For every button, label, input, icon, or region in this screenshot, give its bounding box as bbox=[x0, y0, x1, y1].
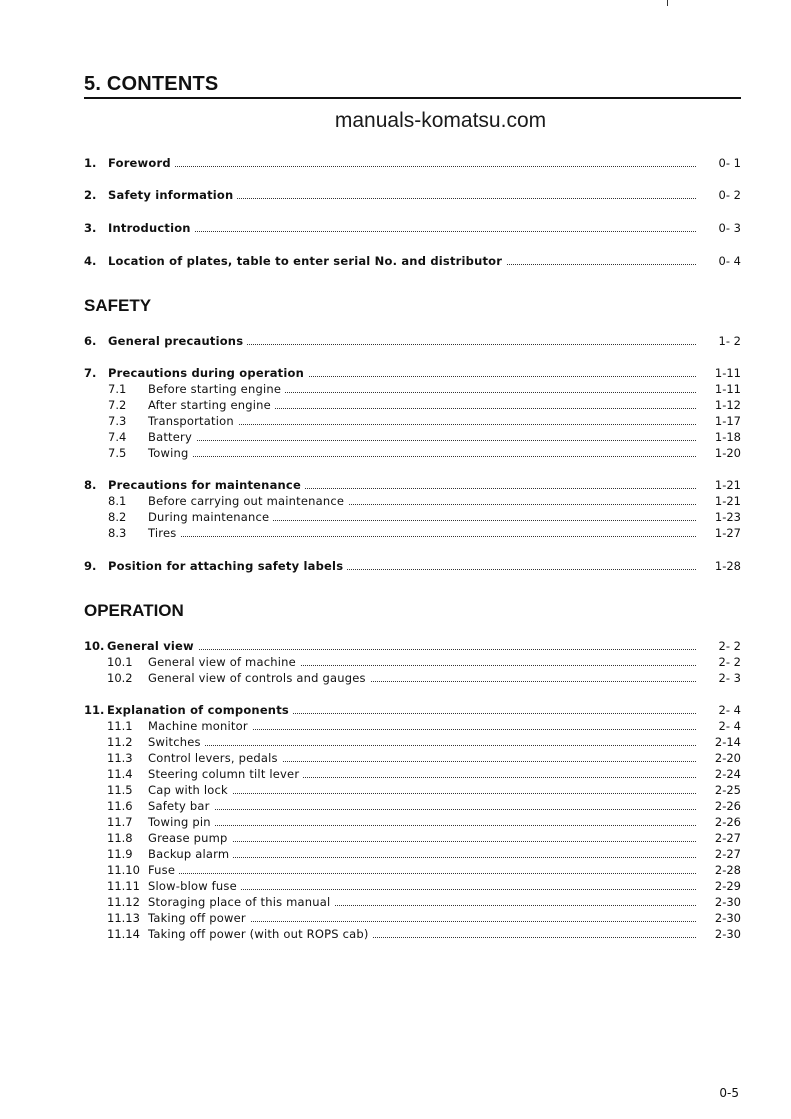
toc-entry-number: 7.3 bbox=[108, 414, 127, 428]
toc-entry-title: Battery bbox=[148, 429, 196, 445]
toc-subentry[interactable] bbox=[84, 429, 741, 445]
toc-entry-page: 2-27 bbox=[714, 847, 741, 861]
toc-subentry[interactable] bbox=[84, 750, 741, 766]
toc-entry[interactable] bbox=[84, 638, 741, 654]
dot-leader bbox=[168, 873, 696, 874]
toc-entry-number: 11.8 bbox=[107, 831, 133, 845]
toc-subentry[interactable] bbox=[84, 654, 741, 670]
toc-entry-title: General view of machine bbox=[148, 654, 300, 670]
toc-entry-title: Location of plates, table to enter serial No. and distributor bbox=[108, 253, 506, 269]
toc-subentry[interactable] bbox=[84, 397, 741, 413]
dot-leader bbox=[128, 166, 696, 167]
toc-subentry[interactable] bbox=[84, 445, 741, 461]
dot-leader bbox=[168, 440, 696, 441]
toc-entry-title: Explanation of components bbox=[107, 702, 293, 718]
toc-entry-number: 6. bbox=[84, 334, 97, 348]
toc-entry-number: 10.1 bbox=[107, 655, 133, 669]
toc-entry-title: Tires bbox=[148, 525, 180, 541]
toc-subentry[interactable] bbox=[84, 509, 741, 525]
toc-entry-page: 0- 3 bbox=[718, 221, 741, 235]
toc-entry-page: 2- 4 bbox=[718, 719, 741, 733]
title-underline bbox=[84, 97, 741, 99]
toc-entry[interactable] bbox=[84, 477, 741, 493]
toc-entry-number: 11.13 bbox=[107, 911, 140, 925]
dot-leader bbox=[168, 424, 696, 425]
toc-entry-page: 2-14 bbox=[714, 735, 741, 749]
toc-entry-number: 8. bbox=[84, 478, 97, 492]
toc-entry-page: 0- 2 bbox=[718, 188, 741, 202]
toc-subentry[interactable] bbox=[84, 670, 741, 686]
toc-subentry[interactable] bbox=[84, 782, 741, 798]
toc-entry-page: 0- 1 bbox=[718, 156, 741, 170]
toc-entry-title: Foreword bbox=[108, 155, 175, 171]
toc-entry-page: 1-27 bbox=[714, 526, 741, 540]
toc-entry-title: After starting engine bbox=[148, 397, 275, 413]
toc-entry-title: General view bbox=[107, 638, 198, 654]
toc-entry-title: Cap with lock bbox=[148, 782, 232, 798]
toc-subentry[interactable] bbox=[84, 926, 741, 942]
dot-leader bbox=[168, 857, 696, 858]
toc-entry-page: 2-20 bbox=[714, 751, 741, 765]
toc-subentry[interactable] bbox=[84, 846, 741, 862]
toc-entry-title: Before starting engine bbox=[148, 381, 285, 397]
toc-entry-title: Safety bar bbox=[148, 798, 214, 814]
dot-leader bbox=[168, 536, 696, 537]
toc-entry-number: 7. bbox=[84, 366, 97, 380]
toc-entry-page: 1-12 bbox=[714, 398, 741, 412]
edge-tick-mark bbox=[667, 0, 668, 6]
toc-entry-title: Switches bbox=[148, 734, 205, 750]
dot-leader bbox=[168, 825, 696, 826]
toc-entry-number: 11.4 bbox=[107, 767, 133, 781]
dot-leader bbox=[127, 649, 696, 650]
toc-entry-number: 11.2 bbox=[107, 735, 133, 749]
toc-subentry[interactable] bbox=[84, 862, 741, 878]
toc-entry-number: 11.12 bbox=[107, 895, 140, 909]
toc-entry-title: Safety information bbox=[108, 187, 237, 203]
toc-entry-page: 1-21 bbox=[714, 478, 741, 492]
toc-entry-number: 10.2 bbox=[107, 671, 133, 685]
toc-entry-number: 7.5 bbox=[108, 446, 127, 460]
page-number: 0-5 bbox=[719, 1086, 739, 1100]
toc-entry-title: Control levers, pedals bbox=[148, 750, 282, 766]
toc-entry-page: 2-29 bbox=[714, 879, 741, 893]
toc-entry-title: During maintenance bbox=[148, 509, 273, 525]
toc-entry-title: Precautions during operation bbox=[108, 365, 308, 381]
section-heading-operation: OPERATION bbox=[84, 601, 184, 620]
toc-entry-number: 1. bbox=[84, 156, 97, 170]
toc-entry-number: 7.4 bbox=[108, 430, 127, 444]
toc-entry-page: 1-20 bbox=[714, 446, 741, 460]
toc-entry-number: 11.1 bbox=[107, 719, 133, 733]
section-heading-safety: SAFETY bbox=[84, 296, 152, 315]
toc-subentry[interactable] bbox=[84, 894, 741, 910]
toc-entry-page: 2-26 bbox=[714, 815, 741, 829]
toc-entry-title: Slow-blow fuse bbox=[148, 878, 241, 894]
toc-entry[interactable] bbox=[84, 558, 741, 574]
toc-subentry[interactable] bbox=[84, 734, 741, 750]
toc-entry-title: Transportation bbox=[148, 413, 238, 429]
toc-subentry[interactable] bbox=[84, 814, 741, 830]
toc-entry-number: 4. bbox=[84, 254, 97, 268]
toc-entry-number: 11.6 bbox=[107, 799, 133, 813]
toc-entry-title: Taking off power (with out ROPS cab) bbox=[148, 926, 373, 942]
toc-entry-page: 1-11 bbox=[714, 382, 741, 396]
toc-entry-title: General view of controls and gauges bbox=[148, 670, 370, 686]
toc-entry[interactable] bbox=[84, 220, 741, 236]
toc-entry-page: 0- 4 bbox=[718, 254, 741, 268]
toc-entry-page: 1- 2 bbox=[718, 334, 741, 348]
page-title: 5. CONTENTS bbox=[84, 73, 219, 95]
toc-entry-title: Storaging place of this manual bbox=[148, 894, 334, 910]
toc-entry-page: 2- 2 bbox=[718, 639, 741, 653]
toc-entry-number: 11.11 bbox=[107, 879, 140, 893]
toc-entry-number: 3. bbox=[84, 221, 97, 235]
website-watermark: manuals-komatsu.com bbox=[334, 109, 547, 132]
dot-leader bbox=[168, 809, 696, 810]
dot-leader bbox=[128, 231, 696, 232]
toc-entry-page: 1-18 bbox=[714, 430, 741, 444]
toc-subentry[interactable] bbox=[84, 878, 741, 894]
toc-entry-title: Backup alarm bbox=[148, 846, 233, 862]
toc-entry-number: 8.3 bbox=[108, 526, 127, 540]
toc-entry-number: 2. bbox=[84, 188, 97, 202]
toc-subentry[interactable] bbox=[84, 525, 741, 541]
toc-entry-page: 2-30 bbox=[714, 927, 741, 941]
toc-entry-number: 11. bbox=[84, 703, 105, 717]
toc-entry[interactable] bbox=[84, 702, 741, 718]
toc-entry-title: Position for attaching safety labels bbox=[108, 558, 347, 574]
toc-entry-number: 11.5 bbox=[107, 783, 133, 797]
toc-entry-title: Machine monitor bbox=[148, 718, 252, 734]
toc-entry-page: 2- 4 bbox=[718, 703, 741, 717]
toc-entry-number: 7.1 bbox=[108, 382, 127, 396]
toc-entry-page: 1-23 bbox=[714, 510, 741, 524]
toc-entry-title: Before carrying out maintenance bbox=[148, 493, 348, 509]
toc-entry-title: Towing pin bbox=[148, 814, 215, 830]
toc-subentry[interactable] bbox=[84, 798, 741, 814]
toc-entry[interactable] bbox=[84, 187, 741, 203]
toc-subentry[interactable] bbox=[84, 830, 741, 846]
toc-entry-title: Grease pump bbox=[148, 830, 232, 846]
dot-leader bbox=[168, 793, 696, 794]
toc-entry-page: 2-24 bbox=[714, 767, 741, 781]
toc-entry[interactable] bbox=[84, 155, 741, 171]
toc-entry-page: 2-28 bbox=[714, 863, 741, 877]
toc-entry-page: 2- 3 bbox=[718, 671, 741, 685]
toc-subentry[interactable] bbox=[84, 413, 741, 429]
toc-entry-number: 11.14 bbox=[107, 927, 140, 941]
toc-entry-title: Introduction bbox=[108, 220, 195, 236]
dot-leader bbox=[168, 456, 696, 457]
toc-subentry[interactable] bbox=[84, 910, 741, 926]
toc-entry-number: 11.9 bbox=[107, 847, 133, 861]
toc-entry-title: Fuse bbox=[148, 862, 179, 878]
toc-entry-page: 1-21 bbox=[714, 494, 741, 508]
toc-entry-title: Steering column tilt lever bbox=[148, 766, 303, 782]
toc-entry-page: 1-28 bbox=[714, 559, 741, 573]
toc-entry-page: 1-11 bbox=[714, 366, 741, 380]
toc-entry-title: Precautions for maintenance bbox=[108, 477, 305, 493]
toc-subentry[interactable] bbox=[84, 718, 741, 734]
dot-leader bbox=[168, 745, 696, 746]
toc-entry-page: 1-17 bbox=[714, 414, 741, 428]
dot-leader bbox=[168, 889, 696, 890]
toc-subentry[interactable] bbox=[84, 381, 741, 397]
toc-entry-page: 2- 2 bbox=[718, 655, 741, 669]
toc-entry-page: 2-25 bbox=[714, 783, 741, 797]
toc-entry-number: 8.1 bbox=[108, 494, 127, 508]
toc-entry-number: 7.2 bbox=[108, 398, 127, 412]
toc-entry-number: 9. bbox=[84, 559, 97, 573]
toc-entry-page: 2-27 bbox=[714, 831, 741, 845]
toc-entry-number: 11.10 bbox=[107, 863, 140, 877]
toc-entry-page: 2-30 bbox=[714, 911, 741, 925]
toc-entry-number: 11.3 bbox=[107, 751, 133, 765]
toc-subentry[interactable] bbox=[84, 766, 741, 782]
toc-entry-page: 2-26 bbox=[714, 799, 741, 813]
toc-entry[interactable] bbox=[84, 365, 741, 381]
toc-entry-number: 8.2 bbox=[108, 510, 127, 524]
toc-entry-number: 10. bbox=[84, 639, 105, 653]
toc-entry-title: Taking off power bbox=[148, 910, 250, 926]
toc-entry-page: 2-30 bbox=[714, 895, 741, 909]
toc-entry[interactable] bbox=[84, 253, 741, 269]
toc-entry-title: General precautions bbox=[108, 333, 247, 349]
toc-entry-title: Towing bbox=[148, 445, 193, 461]
toc-entry-number: 11.7 bbox=[107, 815, 133, 829]
toc-entry[interactable] bbox=[84, 333, 741, 349]
dot-leader bbox=[168, 841, 696, 842]
toc-subentry[interactable] bbox=[84, 493, 741, 509]
